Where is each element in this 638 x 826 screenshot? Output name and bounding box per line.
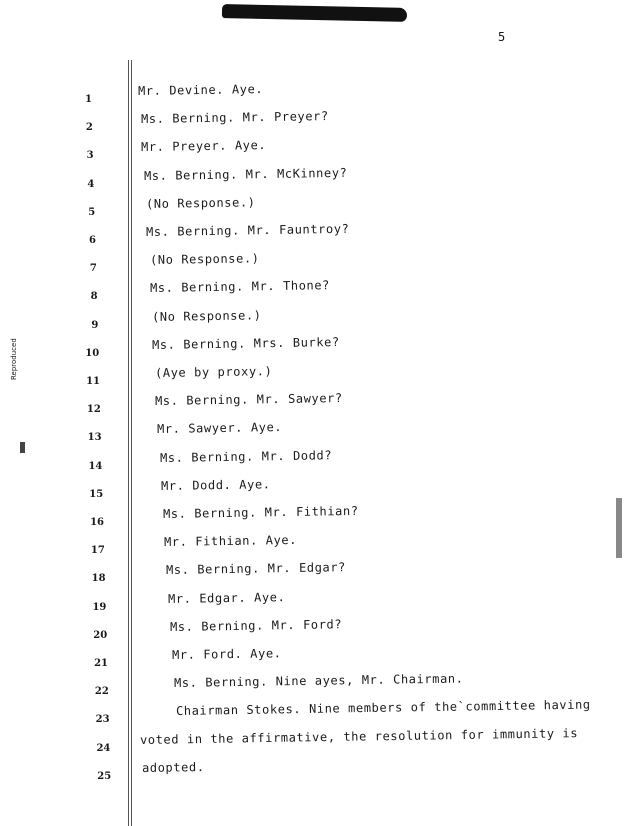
transcript-line: Ms. Berning. Mr. Fithian? bbox=[162, 503, 359, 521]
line-number: 7 bbox=[89, 263, 97, 275]
line-number: 20 bbox=[93, 629, 108, 641]
margin-line bbox=[131, 60, 132, 826]
line-number: 12 bbox=[86, 404, 101, 416]
transcript-line: Ms. Berning. Mr. Fauntroy? bbox=[145, 221, 350, 239]
line-number: 22 bbox=[94, 686, 109, 698]
transcript-line: Ms. Berning. Mr. Thone? bbox=[149, 278, 331, 296]
line-number: 16 bbox=[90, 517, 104, 528]
transcript-line: Ms. Berning. Mr. Edgar? bbox=[165, 560, 347, 578]
transcript-line: (No Response.) bbox=[151, 307, 262, 324]
scan-redaction-bar bbox=[222, 4, 407, 22]
transcript-line: Mr. Fithian. Aye. bbox=[163, 533, 298, 550]
margin-line bbox=[128, 60, 129, 826]
line-number: 17 bbox=[90, 545, 105, 557]
line-number: 25 bbox=[97, 770, 112, 782]
side-stamp: Reproduced bbox=[10, 338, 18, 380]
transcript-line: voted in the affirmative, the resolution for immunity is bbox=[139, 725, 579, 747]
line-number: 24 bbox=[96, 742, 111, 754]
line-number: 5 bbox=[88, 206, 96, 218]
transcript-line: (No Response.) bbox=[149, 251, 260, 268]
transcript-line: Ms. Berning. Mrs. Burke? bbox=[151, 334, 340, 352]
transcript-line: Chairman Stokes. Nine members of the`committee having bbox=[175, 697, 591, 719]
transcript-line: Mr. Sawyer. Aye. bbox=[156, 420, 283, 437]
scan-speck bbox=[616, 498, 622, 558]
line-number: 19 bbox=[92, 601, 107, 613]
transcript-line: Mr. Preyer. Aye. bbox=[140, 138, 267, 155]
transcript-line: Ms. Berning. Mr. Ford? bbox=[169, 617, 343, 634]
transcript-line: Ms. Berning. Mr. Dodd? bbox=[159, 447, 333, 465]
line-number: 4 bbox=[87, 178, 95, 190]
line-number: 1 bbox=[85, 94, 92, 105]
transcript-line: Ms. Berning. Nine ayes, Mr. Chairman. bbox=[173, 671, 464, 691]
line-number: 13 bbox=[87, 432, 102, 444]
page-number: 5 bbox=[498, 30, 506, 44]
line-number: 2 bbox=[85, 122, 93, 134]
transcript-line: (Aye by proxy.) bbox=[154, 364, 273, 380]
transcript-line: (No Response.) bbox=[145, 195, 256, 211]
line-number: 18 bbox=[91, 573, 106, 585]
line-number: 11 bbox=[86, 376, 100, 387]
line-number: 14 bbox=[88, 460, 103, 472]
line-number: 6 bbox=[89, 235, 96, 246]
scan-speck bbox=[20, 442, 25, 453]
line-number: 8 bbox=[90, 291, 98, 303]
transcript-line: Mr. Ford. Aye. bbox=[171, 646, 282, 662]
line-number: 21 bbox=[94, 658, 108, 669]
transcript-line: adopted. bbox=[141, 759, 205, 775]
line-number: 9 bbox=[91, 319, 99, 331]
line-number: 23 bbox=[95, 714, 110, 726]
transcript-line: Ms. Berning. Mr. Preyer? bbox=[140, 109, 329, 127]
line-number: 3 bbox=[86, 150, 94, 162]
transcript-line: Ms. Berning. Mr. McKinney? bbox=[143, 165, 348, 183]
transcript-line: Mr. Edgar. Aye. bbox=[167, 589, 286, 606]
transcript-line: Mr. Devine. Aye. bbox=[137, 82, 264, 98]
transcript-line: Mr. Dodd. Aye. bbox=[160, 477, 271, 493]
line-number: 10 bbox=[85, 347, 100, 359]
line-number: 15 bbox=[89, 488, 104, 500]
transcript-line: Ms. Berning. Mr. Sawyer? bbox=[154, 391, 343, 409]
